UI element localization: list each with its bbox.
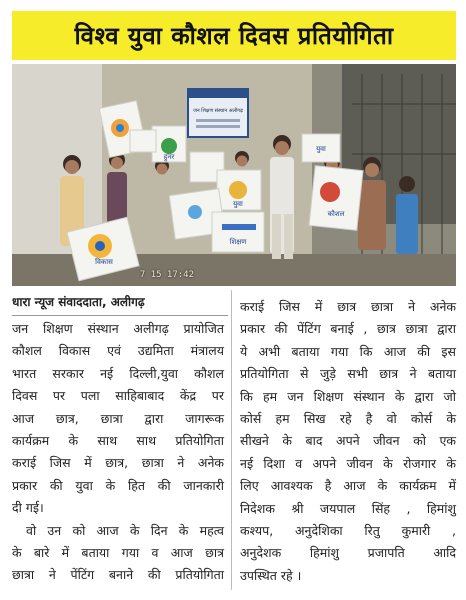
col2-line: सीखने के बाद अपने जीवन को एक [240, 433, 456, 449]
col1-line: भारत सरकार नई दिल्ली,युवा कौशल [12, 365, 224, 381]
article-column-1 [12, 318, 224, 587]
col2-line: ये अभी बताया गया कि आज की इस [240, 343, 456, 359]
column-divider [231, 290, 232, 590]
col2-line: निदेशक श्री जयपाल सिंह , हिमांशु [240, 500, 456, 516]
col2-line: कराई जिस में छात्र छात्रा ने अनेक [240, 299, 456, 314]
photo-timestamp: 7 15 17:42 [139, 270, 194, 280]
wall-banner-text: जन शिक्षण संस्थान अलीगढ़ [193, 108, 243, 114]
col2-line: लिए आवश्यक है आज के कार्यक्रम में [240, 478, 456, 494]
col1-line: के बारे में बताया गया व आज छात्र [12, 545, 224, 561]
col1-line: जन शिक्षण संस्थान अलीगढ़ प्रायोजित [12, 321, 224, 336]
col1-line: दी गई। [12, 500, 44, 516]
article-column-2 [240, 296, 456, 587]
col2-line: प्रतियोगिता से जुड़े सभी छात्र ने बताया [240, 366, 456, 382]
sign-text-1: युवा [233, 200, 243, 208]
photo-illustration [12, 64, 456, 286]
col1-line: दिवस पर पला साहिबाबाद केंद्र पर [12, 388, 224, 404]
sign-text-6: विकास [95, 258, 113, 266]
headline-text: विश्व युवा कौशल दिवस प्रतियोगिता [74, 22, 394, 50]
col2-line: कि हम जन शिक्षण संस्थान के द्वारा जो [240, 388, 456, 404]
col2-line: कश्यप, अनुदेशिका रितु कुमारी , [240, 523, 456, 539]
col2-line: अनुदेशक हिमांशु प्रजापति आदि [240, 545, 456, 561]
col2-line: कोर्स हम सिख रहे है वो कोर्स के [240, 411, 456, 427]
dateline-divider [12, 315, 228, 316]
col1-line: वो उन को आज के दिन के महत्व [26, 522, 224, 538]
sign-text-5: युवा [316, 145, 326, 153]
col2-line: नई दिशा व अपने जीवन के रोजगार के [240, 455, 456, 471]
col1-line: आज छात्र, छात्रा द्वारा जागरूक [12, 410, 224, 426]
col1-line: छात्रा ने पेंटिंग बनाने की प्रतियोगिता [12, 567, 224, 583]
col1-line: कौशल विकास एवं उद्यमिता मंत्रालय [12, 343, 224, 359]
news-photo [12, 64, 456, 286]
headline-banner [12, 11, 456, 60]
col1-line: कराई जिस में छात्र, छात्रा ने अनेक [12, 455, 224, 471]
col1-line: कार्यक्रम के साथ साथ प्रतियोगिता [12, 433, 224, 449]
col2-line: प्रकार की पेंटिंग बनाई , छात्र छात्रा द्वारा [240, 321, 456, 337]
sign-text-4: हुनर [163, 153, 175, 161]
col2-line: उपस्थित रहे । [240, 567, 302, 583]
col1-line: प्रकार की युवा के हित की जानकारी [12, 477, 224, 493]
sign-text-3: शिक्षण [229, 238, 247, 246]
sign-text-2: कौशल [327, 210, 345, 218]
dateline: धारा न्यूज संवाददाता, अलीगढ़ [12, 295, 145, 309]
